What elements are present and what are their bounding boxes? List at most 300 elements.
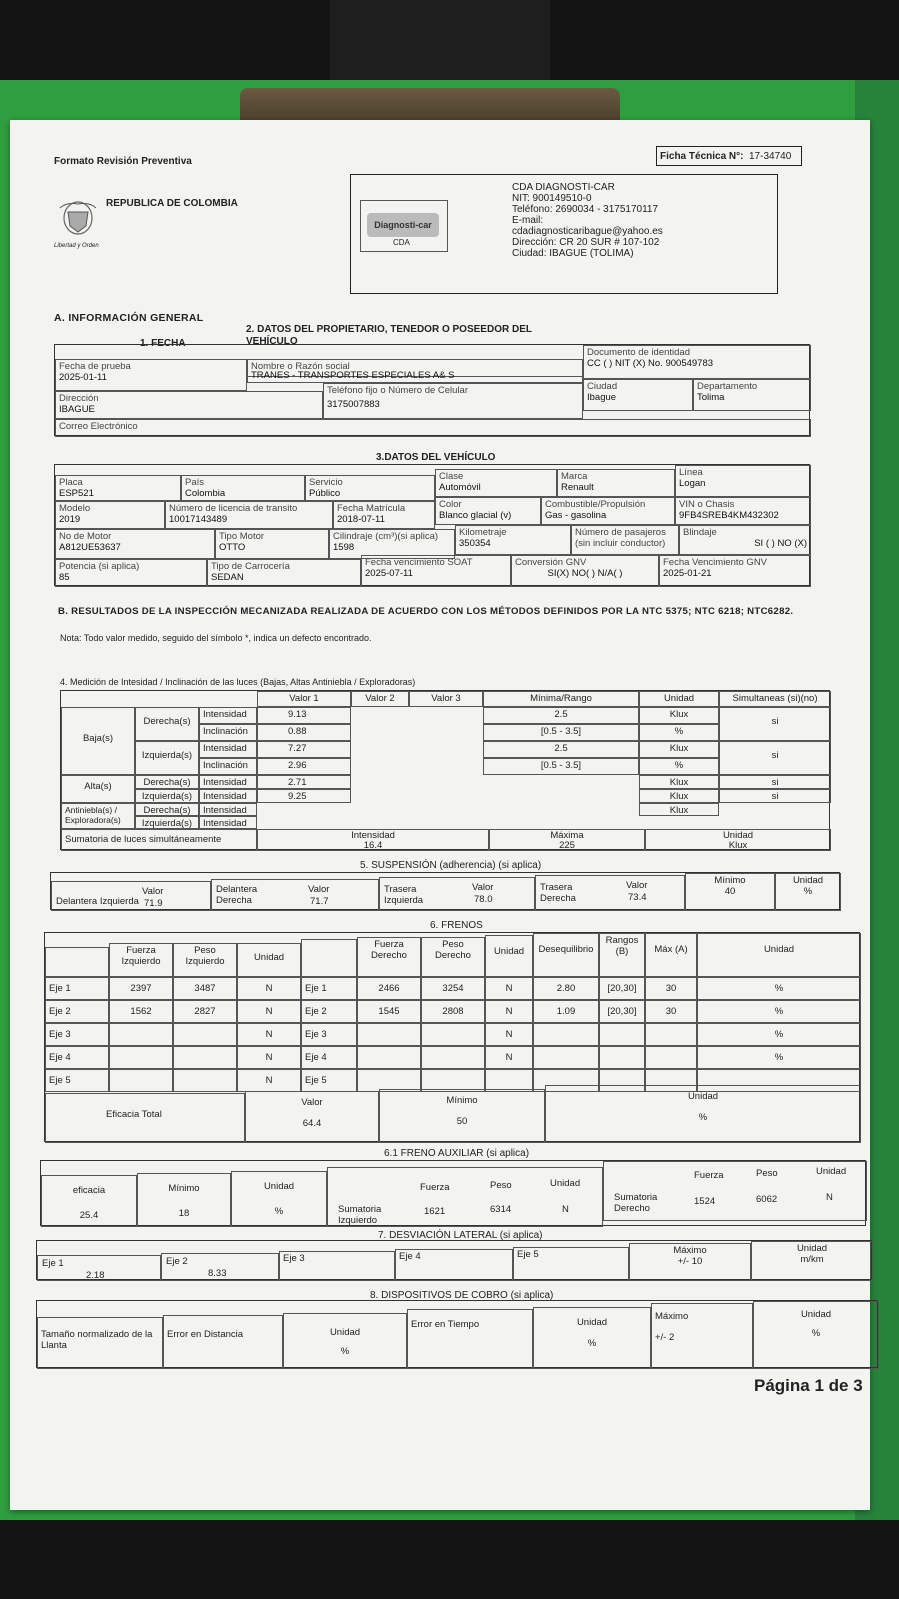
frenos-h-peso-der: Peso Derecho (421, 937, 485, 977)
combustible-value: Gas - gasolina (545, 510, 607, 521)
luces-alta-izquierda-label: Izquierda(s) (135, 789, 199, 803)
departamento-label: Departamento (697, 381, 758, 392)
carroceria-value: SEDAN (211, 572, 244, 583)
luces-ad-unit: Klux (639, 775, 719, 789)
pasajeros-label: Número de pasajeros (sin incluir conductor) (575, 527, 666, 549)
susp-td-value: 73.4 (628, 892, 647, 903)
aux-sum-der-fuerza: 1524 (694, 1196, 716, 1207)
page-number: Página 1 de 3 (754, 1376, 863, 1395)
desv-eje1-label: Eje 1 (42, 1258, 64, 1269)
luces-and-int-label: Intensidad (199, 803, 257, 816)
telefono-value: 3175007883 (327, 399, 380, 410)
luces-bi-inc-label: Inclinación (199, 758, 257, 775)
susp-unit-value: % (803, 886, 813, 897)
frenos-row-3-eje_r: Eje 3 (301, 1023, 357, 1046)
luces-bi-inc-value: 2.96 (257, 758, 351, 775)
luces-ai-int-label: Intensidad (199, 789, 257, 803)
cobro-unit3-value: % (811, 1328, 821, 1339)
cobro-unit2-cell (533, 1307, 651, 1369)
pais-label: País (185, 477, 205, 488)
fecha-prueba-value: 2025-01-11 (59, 372, 107, 383)
ficha-label: Ficha Técnica N°: (660, 151, 744, 162)
luces-ad-int-value: 2.71 (257, 775, 351, 789)
frenos-row-2-pd: 2808 (421, 1000, 485, 1023)
frenos-h-blank (45, 947, 109, 977)
luces-header-simultaneas: Simultaneas (si)(no) (719, 691, 831, 707)
tipo-motor-cell (215, 529, 329, 559)
frenos-row-2-deseq: 1.09 (533, 1000, 599, 1023)
cda-logo-text: Diagnosti-car (367, 213, 439, 237)
cilindraje-value: 1598 (333, 542, 355, 553)
frenos-row-1-rango: [20,30] (599, 977, 645, 1000)
luces-alta-label: Alta(s) (61, 775, 135, 803)
susp-di-label: Delantera Izquierda (56, 896, 139, 907)
aux-sum-der-peso: 6062 (756, 1194, 778, 1205)
section-fecha-title: 1. FECHA (140, 338, 186, 349)
frenos-row-1-eje_r: Eje 1 (301, 977, 357, 1000)
cobro-table (36, 1300, 878, 1368)
licencia-label: Número de licencia de transito (169, 503, 298, 514)
frenos-h-unidad3: Unidad (697, 933, 861, 977)
motor-value: A812UE53637 (59, 542, 121, 553)
susp-td-label: Trasera Derecha (540, 882, 576, 904)
frenos-h-unidad: Unidad (237, 943, 301, 977)
linea-value: Logan (679, 478, 706, 489)
departamento-value: Tolima (697, 392, 725, 403)
cobro-unit3-label: Unidad (800, 1309, 832, 1320)
frenos-row-5-u: N (237, 1069, 301, 1092)
frenos-row-3-deseq (533, 1023, 599, 1046)
cobro-max-cell (651, 1303, 753, 1369)
susp-di-valor-label: Valor (142, 886, 164, 897)
frenos-row-4-deseq (533, 1046, 599, 1069)
susp-min-label: Mínimo (714, 875, 746, 886)
vin-value: 9FB4SREB4KM432302 (679, 510, 779, 521)
frenos-row-1-max: 30 (645, 977, 697, 1000)
frenos-row-4-pi (173, 1046, 237, 1069)
frenos-row-3-fi (109, 1023, 173, 1046)
aux-derecho-cell (603, 1161, 867, 1221)
luces-baja-label: Baja(s) (61, 707, 135, 775)
desviacion-table (36, 1240, 872, 1280)
ficha-number: 17-34740 (749, 151, 792, 162)
frenos-row-2-u2: N (485, 1000, 533, 1023)
clase-cell (435, 469, 557, 497)
aux-min-value: 18 (178, 1208, 190, 1219)
frenos-unit-label: Unidad (687, 1091, 719, 1102)
aux-der-unit-label: Unidad (816, 1166, 847, 1177)
placa-cell (55, 475, 181, 501)
gnv-cell (511, 555, 659, 587)
frenos-row-4-u2: N (485, 1046, 533, 1069)
nombre-value-cell (247, 369, 583, 383)
frenos-min-cell (379, 1089, 545, 1143)
servicio-value: Público (309, 488, 341, 499)
soat-value: 2025-07-11 (365, 568, 413, 579)
frenos-row-1-u2: N (485, 977, 533, 1000)
frenos-row-2-pi: 2827 (173, 1000, 237, 1023)
susp-min-value: 40 (724, 886, 736, 897)
aux-der-fuerza-label: Fuerza (694, 1170, 724, 1181)
general-info-table (54, 344, 810, 436)
luces-sumatoria-int-label: Intensidad (351, 830, 395, 841)
section-b-title: B. RESULTADOS DE LA INSPECCIÓN MECANIZADA REALIZADA DE ACUERDO CON LOS MÉTODOS DEFINIDOS POR LA NTC 5375; NTC 6218; NTC6282. (58, 606, 794, 617)
desv-eje1-value: 2.18 (86, 1270, 105, 1281)
aux-sum-izq-unit: N (562, 1204, 569, 1215)
frenos-row-3-unit: % (697, 1023, 861, 1046)
cda-logo-sub: CDA (393, 238, 410, 247)
frenos-row-4-unit: % (697, 1046, 861, 1069)
gnv-vencimiento-cell (659, 555, 811, 587)
frenos-h-peso-izq: Peso Izquierdo (173, 943, 237, 977)
frenos-row-3-max (645, 1023, 697, 1046)
combustible-label: Combustible/Propulsión (545, 499, 646, 510)
frenos-row-4-rango (599, 1046, 645, 1069)
luces-header-valor2: Valor 2 (351, 691, 409, 707)
desv-max-cell (629, 1243, 751, 1281)
cobro-title: 8. DISPOSITIVOS DE COBRO (si aplica) (370, 1290, 554, 1301)
aux-unit-cell (231, 1171, 327, 1227)
aux-sum-der-label: Sumatoria Derecho (614, 1192, 658, 1214)
fecha-prueba-label: Fecha de prueba (59, 361, 131, 372)
clase-label: Clase (439, 471, 464, 482)
desv-unit-cell (751, 1241, 873, 1281)
color-value: Blanco glacial (v) (439, 510, 512, 521)
frenos-row-2-rango: [20,30] (599, 1000, 645, 1023)
luces-bi-rango: [0.5 - 3.5] (483, 758, 639, 775)
frenos-row-5-max (645, 1069, 697, 1092)
luces-an-unit: Klux (639, 803, 719, 816)
marca-label: Marca (561, 471, 588, 482)
luces-ad-simul: si (719, 775, 831, 789)
luces-sumatoria-max-label: Máxima (550, 830, 584, 841)
frenos-min-label: Mínimo (446, 1095, 478, 1106)
desv-eje3-label: Eje 3 (283, 1253, 305, 1264)
frenos-row-1-pd: 3254 (421, 977, 485, 1000)
frenos-row-5-eje: Eje 5 (45, 1069, 109, 1092)
linea-label: Línea (679, 467, 703, 478)
telefono-cell (323, 383, 583, 419)
cda-logo (360, 200, 448, 252)
frenos-row-4-eje: Eje 4 (45, 1046, 109, 1069)
frenos-row-2-u: N (237, 1000, 301, 1023)
frenos-row-3-u: N (237, 1023, 301, 1046)
frenos-row-3-pi (173, 1023, 237, 1046)
luces-bd-int-label: Intensidad (199, 707, 257, 724)
aux-unit-value: % (274, 1206, 284, 1217)
matricula-value: 2018-07-11 (337, 514, 385, 525)
luces-header-unidad: Unidad (639, 691, 719, 707)
frenos-row-1-pi: 3487 (173, 977, 237, 1000)
motor-label: No de Motor (59, 531, 112, 542)
cobro-dist-cell (163, 1315, 283, 1369)
tipo-motor-value: OTTO (219, 542, 246, 553)
frenos-row-2-unit: % (697, 1000, 861, 1023)
marca-value: Renault (561, 482, 594, 493)
luces-ai-int-value: 9.25 (257, 789, 351, 803)
aux-izquierdo-cell (327, 1167, 603, 1227)
desv-eje1-cell (37, 1255, 161, 1281)
direccion-label: Dirección (59, 393, 99, 404)
aux-eficacia-cell (41, 1175, 137, 1227)
susp-unit-label: Unidad (792, 875, 824, 886)
cobro-unit1-cell (283, 1313, 407, 1369)
correo-cell (55, 419, 811, 437)
luces-ai-unit: Klux (639, 789, 719, 803)
telefono-label: Teléfono fijo o Número de Celular (327, 385, 468, 396)
frenos-row-5-deseq (533, 1069, 599, 1092)
luces-an-derecha-label: Derecha(s) (135, 803, 199, 816)
luces-bd-inc-unit: % (639, 724, 719, 741)
direccion-cell (55, 391, 323, 419)
frenos-row-4-pd (421, 1046, 485, 1069)
luces-bi-simul: si (719, 741, 831, 775)
section-a-title: A. INFORMACIÓN GENERAL (54, 312, 204, 324)
luces-ai-simul: si (719, 789, 831, 803)
luces-bd-min: 2.5 (483, 707, 639, 724)
fecha-prueba-cell (55, 359, 247, 391)
cobro-tiempo-label: Error en Tiempo (411, 1319, 480, 1330)
aux-sum-izq-fuerza: 1621 (424, 1206, 446, 1217)
gnv-value: SI(X) NO( ) N/A( ) (547, 568, 623, 579)
frenos-h-blank2 (301, 939, 357, 977)
modelo-value: 2019 (59, 514, 81, 525)
cobro-tam-cell (37, 1317, 163, 1369)
frenos-title: 6. FRENOS (430, 920, 483, 931)
placa-label: Placa (59, 477, 83, 488)
soat-cell (361, 555, 511, 587)
frenos-row-5-pd (421, 1069, 485, 1092)
luces-header-valor1: Valor 1 (257, 691, 351, 707)
cobro-tam-label: Tamaño normalizado de la Llanta (41, 1329, 153, 1351)
ciudad-value: Ibague (587, 392, 617, 403)
aux-min-cell (137, 1173, 231, 1227)
frenos-h-desequilibrio: Desequilibrio (533, 933, 599, 977)
aux-eficacia-value: 25.4 (79, 1210, 99, 1221)
direccion-value: IBAGUE (59, 404, 95, 415)
suspension-table (50, 872, 840, 910)
licencia-value: 10017143489 (169, 514, 228, 525)
susp-ti-value: 78.0 (474, 894, 493, 905)
frenos-row-4-fd (357, 1046, 421, 1069)
luces-bd-inc-value: 0.88 (257, 724, 351, 741)
luces-bi-min: 2.5 (483, 741, 639, 758)
frenos-unit-value: % (698, 1112, 708, 1123)
frenos-row-2-fd: 1545 (357, 1000, 421, 1023)
ficha-box (656, 146, 802, 166)
susp-min-cell (685, 873, 775, 911)
modelo-label: Modelo (59, 503, 91, 514)
luces-sumatoria-intensidad-cell (257, 829, 489, 851)
frenos-h-unidad2: Unidad (485, 935, 533, 977)
luces-table (60, 690, 830, 850)
susp-dd-value: 71.7 (310, 896, 329, 907)
luces-bd-simul: si (719, 707, 831, 741)
frenos-row-5-u2 (485, 1069, 533, 1092)
potencia-label: Potencia (si aplica) (59, 561, 140, 572)
cobro-max-value: +/- 2 (655, 1332, 675, 1343)
frenos-row-4-max (645, 1046, 697, 1069)
desv-unit-label: Unidad (796, 1243, 828, 1254)
ciudad-label: Ciudad (587, 381, 618, 392)
frenos-unit-cell (545, 1085, 861, 1143)
departamento-cell (693, 379, 811, 411)
luces-baja-derecha-label: Derecha(s) (135, 707, 199, 741)
susp-unit-cell (775, 873, 841, 911)
freno-aux-title: 6.1 FRENO AUXILIAR (si aplica) (384, 1148, 530, 1159)
blindaje-cell (679, 525, 811, 555)
aux-sum-der-unit: N (826, 1192, 833, 1203)
luces-ani-int-label: Intensidad (199, 816, 257, 829)
frenos-valor-cell (245, 1091, 379, 1143)
section-b-note: Nota: Todo valor medido, seguido del símbolo *, indica un defecto encontrado. (60, 633, 372, 643)
frenos-row-5-unit (697, 1069, 861, 1092)
frenos-row-2-fi: 1562 (109, 1000, 173, 1023)
country-name: REPUBLICA DE COLOMBIA (106, 198, 238, 209)
frenos-row-5-rango (599, 1069, 645, 1092)
kilometraje-label: Kilometraje (459, 527, 507, 538)
kilometraje-value: 350354 (459, 538, 491, 549)
carroceria-label: Tipo de Carrocería (211, 561, 290, 572)
nombre-value: TRANES - TRANSPORTES ESPECIALES A& S (251, 370, 455, 381)
luces-bi-int-value: 7.27 (257, 741, 351, 758)
potencia-value: 85 (59, 572, 70, 583)
luces-bd-inc-label: Inclinación (199, 724, 257, 741)
aux-der-peso-label: Peso (756, 1168, 778, 1179)
gnv-vencimiento-value: 2025-01-21 (663, 568, 712, 579)
desv-eje4-cell (395, 1249, 513, 1281)
marca-cell (557, 469, 675, 497)
inspection-form (10, 120, 870, 1510)
placa-value: ESP521 (59, 488, 94, 499)
blindaje-value: SI ( ) NO (X) (754, 538, 807, 549)
luces-header-valor3: Valor 3 (409, 691, 483, 707)
luces-ad-int-label: Intensidad (199, 775, 257, 789)
desv-max-label: Máximo (673, 1245, 707, 1256)
desv-eje5-cell (513, 1247, 629, 1281)
susp-di-value: 71.9 (144, 898, 163, 909)
section-propietario-title: 2. DATOS DEL PROPIETARIO, TENEDOR O POSEEDOR DEL VEHÍCULO (246, 324, 532, 347)
cobro-unit3-cell (753, 1301, 879, 1369)
luces-sumatoria-unit-label: Unidad (722, 830, 754, 841)
aux-eficacia-label: eficacia (72, 1185, 106, 1196)
cda-email-label: E-mail: (512, 215, 544, 226)
frenos-eficacia-label: Eficacia Total (45, 1093, 245, 1143)
potencia-cell (55, 559, 207, 587)
frenos-row-1-fd: 2466 (357, 977, 421, 1000)
aux-izq-unit-label: Unidad (550, 1178, 581, 1189)
susp-dd-valor-label: Valor (308, 884, 330, 895)
susp-dd-label: Delantera Derecha (216, 884, 258, 906)
luces-sumatoria-max-value: 225 (559, 839, 575, 851)
frenos-row-5-fi (109, 1069, 173, 1092)
motor-cell (55, 529, 215, 559)
frenos-row-4-u: N (237, 1046, 301, 1069)
frenos-row-1-deseq: 2.80 (533, 977, 599, 1000)
matricula-label: Fecha Matrícula (337, 503, 406, 514)
frenos-row-3-u2: N (485, 1023, 533, 1046)
frenos-row-3-fd (357, 1023, 421, 1046)
cobro-unit1-label: Unidad (329, 1327, 361, 1338)
luces-bd-int-value: 9.13 (257, 707, 351, 724)
frenos-valor-value: 64.4 (302, 1118, 322, 1129)
luces-title: 4. Medición de Intesidad / Inclinación de las luces (Bajas, Altas Antiniebla / Exploradoras) (60, 677, 416, 687)
desv-eje2-label: Eje 2 (166, 1256, 188, 1267)
gnv-label: Conversión GNV (515, 557, 587, 568)
luces-bd-int-unit: Klux (639, 707, 719, 724)
tipo-motor-label: Tipo Motor (219, 531, 265, 542)
licencia-cell (165, 501, 333, 529)
vehicle-table (54, 464, 810, 586)
frenos-row-3-eje: Eje 3 (45, 1023, 109, 1046)
luces-bi-inc-unit: % (639, 758, 719, 775)
frenos-row-3-rango (599, 1023, 645, 1046)
luces-sumatoria-int-value: 16.4 (363, 839, 383, 851)
luces-header-minimo: Mínima/Rango (483, 691, 639, 707)
coat-of-arms-icon (56, 198, 100, 238)
frenos-row-3-pd (421, 1023, 485, 1046)
susp-di-cell (51, 881, 211, 911)
luces-bi-int-label: Intensidad (199, 741, 257, 758)
susp-ti-label: Trasera Izquierda (384, 884, 424, 906)
frenos-h-fuerza-der: Fuerza Derecho (357, 937, 421, 977)
luces-an-izquierda-label: Izquierda(s) (135, 816, 199, 829)
carroceria-cell (207, 559, 361, 587)
pais-value: Colombia (185, 488, 226, 499)
gnv-vencimiento-label: Fecha Vencimiento GNV (663, 557, 768, 568)
desv-eje4-label: Eje 4 (399, 1251, 421, 1262)
suspension-title: 5. SUSPENSIÓN (adherencia) (si aplica) (360, 860, 542, 871)
color-cell (435, 497, 541, 525)
desv-eje2-value: 8.33 (208, 1268, 227, 1279)
desv-eje5-label: Eje 5 (517, 1249, 539, 1260)
cobro-dist-label: Error en Distancia (167, 1329, 244, 1340)
luces-sumatoria-max-cell (489, 829, 645, 851)
form-title: Formato Revisión Preventiva (54, 156, 192, 167)
motto: Libertad y Orden (54, 243, 99, 249)
desv-max-value: +/- 10 (677, 1256, 703, 1267)
desv-eje2-cell (161, 1253, 279, 1281)
combustible-cell (541, 497, 675, 525)
luces-sumatoria-unit-value: Klux (728, 839, 748, 851)
frenos-table (44, 932, 860, 1142)
frenos-min-value: 50 (456, 1116, 468, 1127)
desv-unit-value: m/km (800, 1254, 824, 1265)
aux-sum-izq-peso: 6314 (490, 1204, 512, 1215)
frenos-row-1-unit: % (697, 977, 861, 1000)
ciudad-cell (583, 379, 693, 411)
frenos-h-rangos: Rangos (B) (599, 933, 645, 977)
aux-unit-label: Unidad (263, 1181, 295, 1192)
freno-aux-table (40, 1160, 866, 1226)
cda-email: cdadiagnosticaribague@yahoo.es (512, 226, 663, 237)
modelo-cell (55, 501, 165, 529)
desviacion-title: 7. DESVIACIÓN LATERAL (si aplica) (378, 1230, 543, 1241)
color-label: Color (439, 499, 462, 510)
documento-cell (583, 345, 811, 379)
susp-ti-cell (379, 877, 535, 911)
frenos-row-2-eje_r: Eje 2 (301, 1000, 357, 1023)
frenos-row-4-fi (109, 1046, 173, 1069)
aux-min-label: Mínimo (168, 1183, 200, 1194)
cobro-max-label: Máximo (655, 1311, 689, 1322)
frenos-row-1-fi: 2397 (109, 977, 173, 1000)
luces-antiniebla-label: Antiniebla(s) / Exploradora(s) (61, 803, 135, 829)
luces-alta-derecha-label: Derecha(s) (135, 775, 199, 789)
vin-cell (675, 497, 811, 525)
linea-cell (675, 465, 811, 497)
cobro-unit2-label: Unidad (576, 1317, 608, 1328)
